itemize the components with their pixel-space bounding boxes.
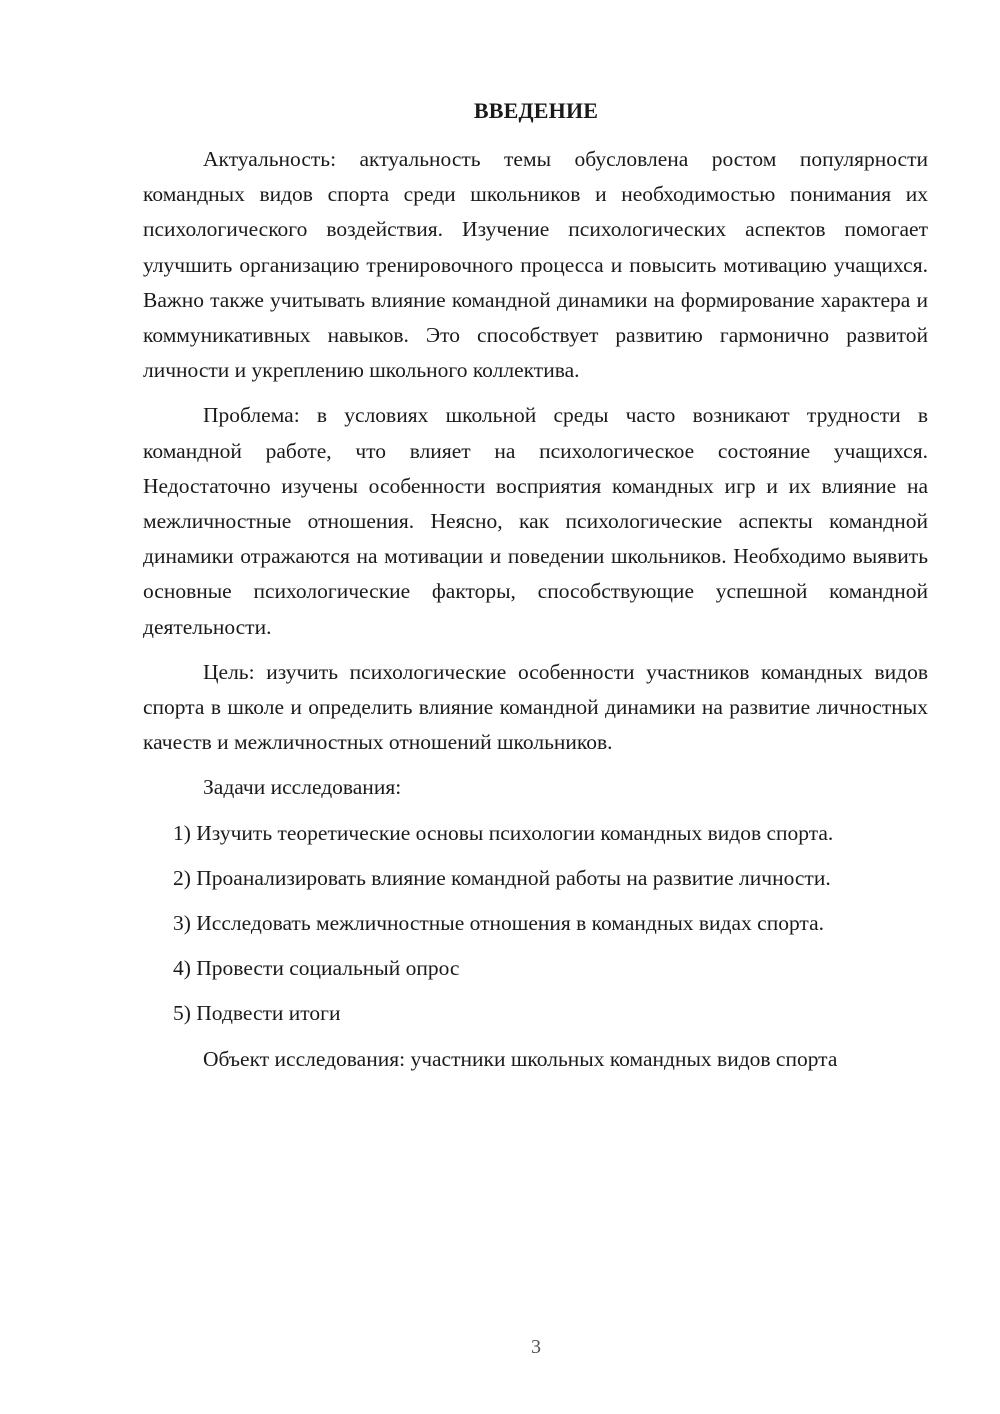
problem-paragraph: Проблема: в условиях школьной среды часто возникают трудности в командной работе, что влияет на психологическое состояние учащихся. Недостаточно изучены особенности восприятия командных игр и их влияние на межличностные отношения. Неясно, как психологические аспекты командной динамики отражаются на мотивации и поведении школьников. Необходимо выявить основные психологические факторы, способствующие успешной командной деятельности.	[143, 403, 928, 639]
relevance-paragraph: Актуальность: актуальность темы обусловлена ростом популярности командных видов спорта среди школьников и необходимостью понимания их психологического воздействия. Изучение психологических аспектов помогает улучшить организацию тренировочного процесса и повысить мотивацию учащихся. Важно также учитывать влияние командной динамики на формирование характера и коммуникативных навыков. Это способствует развитию гармонично развитой личности и укреплению школьного коллектива.	[143, 147, 928, 383]
goal-paragraph: Цель: изучить психологические особенности участников командных видов спорта в школе и определить влияние командной динамики на развитие личностных качеств и межличностных отношений школьников.	[143, 659, 928, 755]
task-item-5: 5) Подвести итоги	[173, 1001, 341, 1026]
page-number: 3	[531, 1336, 541, 1358]
task-item-3: 3) Исследовать межличностные отношения в командных видах спорта.	[173, 911, 824, 936]
task-item-4: 4) Провести социальный опрос	[173, 956, 460, 981]
task-item-2: 2) Проанализировать влияние командной работы на развитие личности.	[173, 865, 831, 890]
page-title: ВВЕДЕНИЕ	[473, 98, 599, 123]
object-paragraph: Объект исследования: участники школьных командных видов спорта	[203, 1046, 838, 1071]
task-item-1: 1) Изучить теоретические основы психологии командных видов спорта.	[173, 820, 834, 845]
document-body	[143, 142, 928, 1077]
tasks-heading: Задачи исследования:	[203, 775, 402, 800]
